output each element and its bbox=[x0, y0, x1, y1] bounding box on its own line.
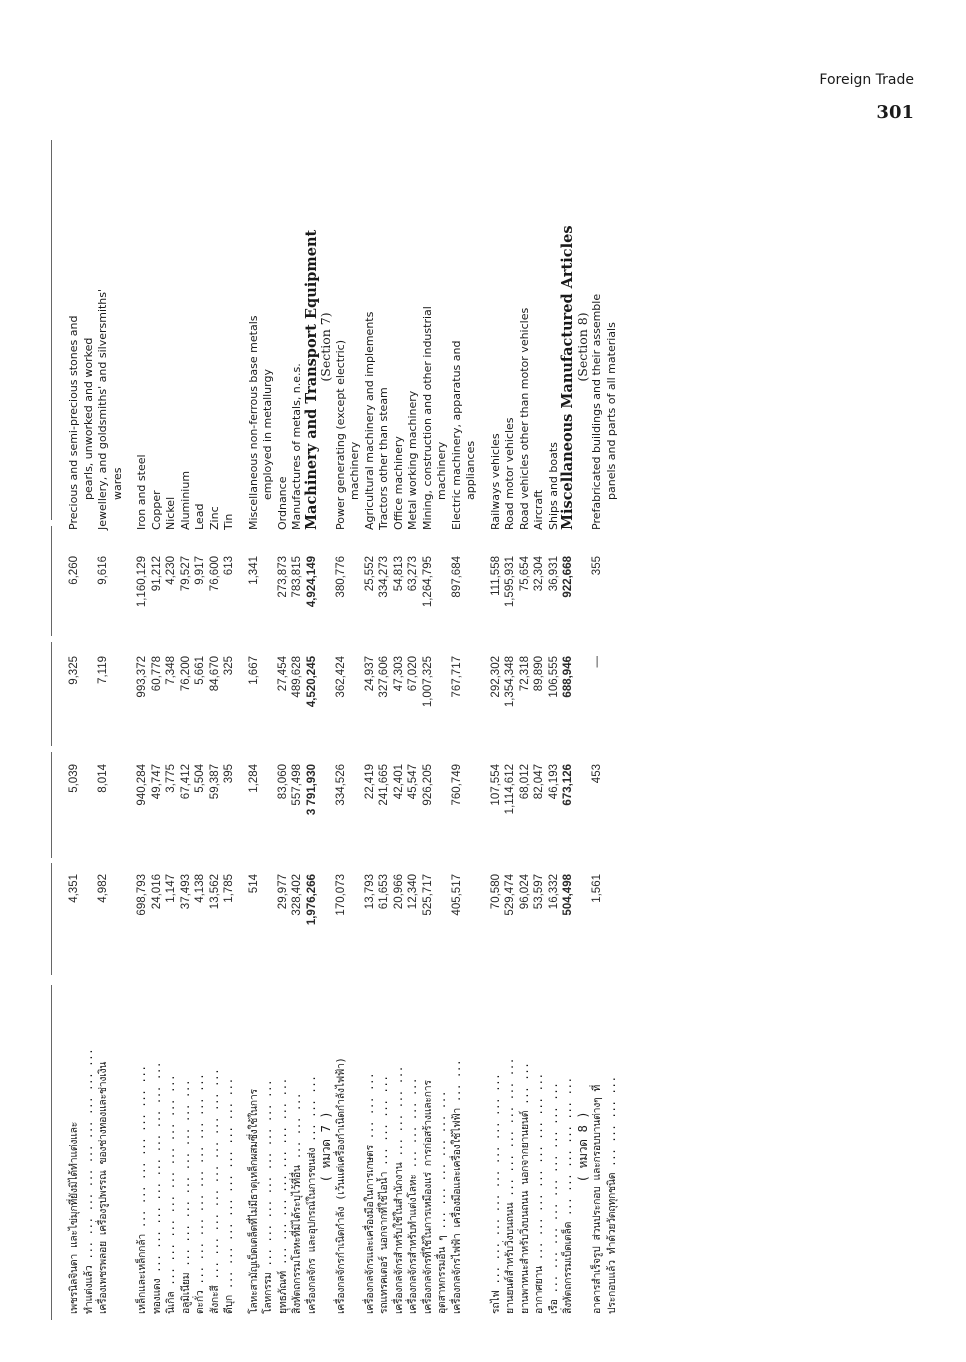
value-c2: 1,667 bbox=[247, 656, 260, 685]
thai-label-line: ยานยนต์สำหรับวิ่งบนถนน ... ... ... ... ... ... bbox=[504, 1058, 516, 1314]
thai-label-line: รถแทรคเตอร์ นอกจากที่ใช้ไอน้ำ ... ... ... ... bbox=[378, 1075, 390, 1314]
english-label bbox=[247, 164, 276, 544]
english-label bbox=[363, 164, 378, 544]
row-gap bbox=[237, 164, 247, 544]
thai-label-line: เครื่องเพชรพลอย เครื่องรูปพรรณ ของช่างทองและช่างเงิน bbox=[97, 1061, 109, 1314]
value-c3: 46,193 bbox=[547, 764, 560, 800]
english-label bbox=[67, 164, 96, 544]
row-gap bbox=[125, 752, 135, 862]
english-label-line: Iron and steel bbox=[135, 454, 148, 530]
value-c3: 49,747 bbox=[150, 764, 163, 800]
english-label-line-2: machinery bbox=[435, 441, 448, 500]
value-c4: 61,653 bbox=[378, 874, 390, 910]
thai-label bbox=[319, 980, 334, 1320]
thai-label bbox=[377, 980, 392, 1320]
value-c3: 3,775 bbox=[165, 764, 177, 793]
english-label bbox=[302, 164, 320, 544]
value-c4: 514 bbox=[247, 874, 260, 894]
thai-label-line: สิ่งหัตถกรรมเบ็ดเตล็ด ... ... ... ... ... ... bbox=[562, 1077, 574, 1314]
english-label bbox=[150, 164, 165, 544]
english-label bbox=[576, 164, 591, 544]
english-label-line-2: machinery bbox=[348, 441, 361, 500]
english-label bbox=[450, 164, 479, 544]
thai-label bbox=[222, 980, 237, 1320]
thai-label bbox=[305, 980, 320, 1320]
thai-label bbox=[363, 980, 378, 1320]
value-c1: 54,813 bbox=[392, 556, 405, 592]
english-label bbox=[135, 164, 150, 544]
value-c2: 292,302 bbox=[489, 656, 502, 698]
value-c4: 53,597 bbox=[533, 874, 545, 910]
thai-label bbox=[561, 980, 576, 1320]
thai-label-line: นิเกิล ... ... ... ... ... ... ... ... ... bbox=[165, 1074, 177, 1314]
value-c3: 59,387 bbox=[208, 764, 221, 800]
value-c4: 698,793 bbox=[136, 874, 148, 916]
thai-label bbox=[334, 980, 363, 1320]
value-c3: 83,060 bbox=[276, 764, 289, 800]
value-c1: 76,600 bbox=[208, 556, 221, 592]
thai-label-line: เหล็กและเหล็กกล้า ... ... ... ... ... ... ... bbox=[136, 1065, 148, 1314]
value-c3: 926,205 bbox=[421, 764, 434, 806]
thai-label-line: ( หมวด 7 ) bbox=[319, 1111, 333, 1183]
value-c3: 5,039 bbox=[68, 764, 80, 793]
value-c1: 25,552 bbox=[363, 556, 376, 592]
thai-label-line: โลหะสามัญเบ็ดเตล็ดที่ไม่มีธาตุเหล็กผสมซึ่งใช้ในการ bbox=[247, 1089, 260, 1314]
page-number: 301 bbox=[876, 102, 914, 123]
thai-label bbox=[450, 980, 479, 1320]
value-c3: 557,498 bbox=[291, 764, 303, 806]
value-c3: 67,412 bbox=[179, 764, 192, 800]
value-c4: 96,024 bbox=[518, 874, 531, 910]
thai-label-line: อลูมิเนียม ... ... ... ... ... ... ... ... bbox=[179, 1079, 192, 1314]
thai-label-line: เรือ ... ... ... ... ... ... ... ... ... bbox=[547, 1082, 560, 1314]
value-c1: 91,212 bbox=[150, 556, 163, 592]
value-c2: 7,348 bbox=[165, 656, 177, 685]
value-c3: 673,126 bbox=[562, 764, 574, 806]
thai-label bbox=[193, 980, 208, 1320]
value-c4: 504,498 bbox=[562, 874, 574, 916]
english-label-line: Metal working machinery bbox=[406, 390, 419, 530]
thai-label bbox=[421, 980, 450, 1320]
value-c3: 82,047 bbox=[533, 764, 545, 800]
english-label bbox=[421, 164, 450, 544]
value-c4: 4,982 bbox=[97, 874, 109, 903]
value-c2: 362,424 bbox=[334, 656, 347, 698]
english-label-line: Copper bbox=[149, 490, 163, 530]
value-c2: 325 bbox=[223, 656, 235, 676]
thai-label-line: สิ่งหัตถกรรมโลหะที่มิได้ระบุไว้ที่อื่น ... ... ... bbox=[291, 1092, 303, 1314]
thai-label-line: เครื่องกลจักรที่ใช้ในการเหมืองแร่ การก่อสร้างและการ bbox=[421, 1080, 434, 1314]
value-c2: 89,890 bbox=[533, 656, 545, 692]
thai-label-line: เครื่องกลจักร และอุปกรณ์ในการขนส่ง ... ... ... bbox=[305, 1075, 318, 1314]
value-c3: 68,012 bbox=[518, 764, 531, 800]
value-c2: 72,318 bbox=[518, 656, 531, 692]
value-c2: 688,946 bbox=[562, 656, 574, 698]
value-c1 bbox=[319, 544, 334, 644]
value-c2: 84,670 bbox=[208, 656, 221, 692]
english-label-line: Lead bbox=[193, 503, 206, 530]
thai-label-line: เครื่องกลจักรกำเนิดกำลัง (เว้นแต่เครื่องกำเนิดกำลังไฟฟ้า) bbox=[334, 1057, 347, 1314]
value-c2: — bbox=[591, 656, 603, 668]
english-label-line: Miscellaneous non-ferrous base metals bbox=[246, 315, 260, 530]
value-c4: 13,793 bbox=[363, 874, 376, 910]
value-c2: 993,372 bbox=[136, 656, 148, 698]
value-c4: 29,977 bbox=[276, 874, 289, 910]
english-label-line: (Section 7) bbox=[318, 312, 333, 382]
thai-label-line: ยานพาหนะสำหรับวิ่งบนถนน นอกจากยานยนต์ ... ... bbox=[518, 1062, 531, 1314]
value-c4: 1,785 bbox=[223, 874, 235, 903]
english-label-line-2: panels and parts of all materials bbox=[604, 322, 618, 500]
value-c4: 37,493 bbox=[179, 874, 192, 910]
thai-label-line: ทองแดง ... ... ... ... ... ... ... ... ... bbox=[150, 1061, 163, 1314]
value-c4: 13,562 bbox=[208, 874, 221, 910]
english-label bbox=[561, 164, 576, 544]
thai-label bbox=[406, 980, 421, 1320]
english-label bbox=[406, 164, 421, 544]
value-c4: 12,340 bbox=[407, 874, 419, 910]
value-c1: 9,616 bbox=[97, 556, 109, 585]
value-c1: 4,924,149 bbox=[305, 556, 318, 608]
thai-label bbox=[247, 980, 276, 1320]
value-c4: 1,976,266 bbox=[305, 874, 318, 926]
english-label-line-2: wares bbox=[110, 467, 124, 500]
thai-label bbox=[532, 980, 547, 1320]
value-c2 bbox=[576, 644, 591, 752]
english-label bbox=[222, 164, 237, 544]
english-label-line: Mining, construction and other industrial bbox=[420, 306, 434, 530]
value-c4: 525,717 bbox=[421, 874, 434, 916]
value-c1: 4,230 bbox=[165, 556, 177, 585]
row-gap bbox=[125, 644, 135, 752]
english-label bbox=[193, 164, 208, 544]
english-label-line: Railways vehicles bbox=[488, 433, 502, 530]
english-label bbox=[518, 164, 533, 544]
english-label bbox=[319, 164, 334, 544]
value-c4: 1,561 bbox=[591, 874, 603, 903]
thai-label bbox=[576, 980, 591, 1320]
english-label-line: Zinc bbox=[207, 506, 221, 530]
rotated-trade-table bbox=[45, 140, 915, 1320]
english-label bbox=[179, 164, 194, 544]
english-label-line: Ships and boats bbox=[546, 442, 560, 530]
thai-label-line: เครื่องกลจักรและเครื่องมือในการเกษตร ... ... ... bbox=[363, 1072, 376, 1314]
value-c1: 6,260 bbox=[68, 556, 80, 585]
value-c4: 4,351 bbox=[68, 874, 80, 903]
english-label bbox=[208, 164, 223, 544]
value-c2: 106,555 bbox=[547, 656, 560, 698]
value-c2: 9,325 bbox=[68, 656, 80, 685]
value-c2: 1,007,325 bbox=[421, 656, 434, 708]
english-label-line: Ordnance bbox=[275, 476, 289, 530]
value-c2: 47,303 bbox=[392, 656, 405, 692]
value-c3: 5,504 bbox=[194, 764, 206, 793]
thai-label bbox=[135, 980, 150, 1320]
thai-label bbox=[164, 980, 179, 1320]
value-c3: 940,284 bbox=[136, 764, 148, 806]
row-gap bbox=[237, 544, 247, 644]
thai-label-line-2: ทำแต่งแล้ว ... ... ... ... ... ... ... ... ... bbox=[82, 1048, 95, 1314]
value-c4: 24,016 bbox=[150, 874, 163, 910]
thai-label-line: รถไฟ ... ... ... ... ... ... ... ... ... bbox=[489, 1073, 502, 1314]
thai-label bbox=[290, 980, 305, 1320]
english-label-line: Jewellery, and goldsmiths' and silversmiths' bbox=[96, 288, 109, 530]
thai-label bbox=[96, 980, 125, 1320]
english-label-line: Machinery and Transport Equipment bbox=[302, 229, 320, 530]
thai-label bbox=[547, 980, 562, 1320]
english-label-line: Precious and semi-precious stones and bbox=[67, 315, 80, 530]
value-c1: 79,527 bbox=[179, 556, 192, 592]
row-gap bbox=[237, 980, 247, 1320]
english-label-line: Nickel bbox=[164, 496, 177, 530]
english-label-line: Agricultural machinery and implements bbox=[362, 311, 376, 530]
value-c4: 1,147 bbox=[165, 874, 177, 903]
value-c2: 767,717 bbox=[450, 656, 463, 698]
value-c4: 328,402 bbox=[291, 874, 303, 916]
value-c2: 27,454 bbox=[276, 656, 289, 692]
english-label bbox=[96, 164, 125, 544]
english-label-line: Aluminium bbox=[178, 470, 192, 530]
value-c2: 24,937 bbox=[363, 656, 376, 692]
row-gap bbox=[125, 980, 135, 1320]
english-label bbox=[489, 164, 504, 544]
value-c4: 20,966 bbox=[392, 874, 405, 910]
thai-label bbox=[67, 980, 96, 1320]
value-c3: 1,284 bbox=[247, 764, 260, 793]
english-label-line: Miscellaneous Manufactured Articles bbox=[559, 225, 576, 530]
value-c3: 760,749 bbox=[450, 764, 463, 806]
thai-label bbox=[590, 980, 619, 1320]
value-c3: 453 bbox=[591, 764, 603, 784]
value-c3: 22,419 bbox=[363, 764, 376, 800]
row-gap bbox=[479, 752, 489, 862]
thai-label-line: เครื่องกลจักรสำหรับใช้ในสำนักงาน ... ... ... ... bbox=[392, 1066, 405, 1314]
english-label-line: Aircraft bbox=[532, 489, 545, 530]
english-label-line-2: employed in metallurgy bbox=[261, 369, 274, 500]
english-label bbox=[276, 164, 291, 544]
thai-label-line: ยุทธภัณฑ์ ... ... ... ... ... ... ... ... bbox=[276, 1078, 289, 1314]
english-label-line-2: appliances bbox=[464, 440, 477, 500]
trade-table bbox=[67, 140, 619, 1320]
row-gap bbox=[479, 644, 489, 752]
value-c3: 241,665 bbox=[378, 764, 390, 806]
value-c4: 4,138 bbox=[194, 874, 206, 903]
row-gap bbox=[479, 544, 489, 644]
row-gap bbox=[125, 862, 135, 980]
thai-label bbox=[518, 980, 533, 1320]
value-c1: 63,273 bbox=[407, 556, 419, 592]
english-label-line: Road vehicles other than motor vehicles bbox=[517, 307, 531, 530]
value-c3: 8,014 bbox=[97, 764, 109, 793]
value-c1: 783,815 bbox=[291, 556, 303, 598]
value-c2: 327,606 bbox=[378, 656, 390, 698]
value-c4 bbox=[319, 862, 334, 980]
thai-label-line: เพชรนิลจินดา และไข่มุกที่ยังมิได้ทำแต่งและ bbox=[68, 1121, 80, 1314]
value-c1: 380,776 bbox=[334, 556, 347, 598]
english-label bbox=[503, 164, 518, 544]
thai-label-line: ตะกั่ว ... ... ... ... ... ... ... ... ... bbox=[194, 1073, 206, 1314]
value-c2: 60,778 bbox=[150, 656, 163, 692]
english-label bbox=[532, 164, 547, 544]
thai-label-line: ดีบุก ... ... ... ... ... ... ... ... ... bbox=[223, 1078, 235, 1314]
value-c2: 1,354,348 bbox=[504, 656, 516, 708]
thai-label bbox=[392, 980, 407, 1320]
value-c1: 273,873 bbox=[276, 556, 289, 598]
thai-label bbox=[208, 980, 223, 1320]
english-label-line: Tractors other than steam bbox=[377, 387, 390, 530]
thai-label-line: สังกะสี ... ... ... ... ... ... ... ... ... bbox=[208, 1068, 221, 1314]
row-gap bbox=[237, 644, 247, 752]
thai-label bbox=[503, 980, 518, 1320]
value-c3: 3 791,930 bbox=[305, 764, 318, 816]
value-c1: 32,304 bbox=[533, 556, 545, 592]
thai-label bbox=[150, 980, 165, 1320]
value-c1: 1,341 bbox=[247, 556, 260, 585]
english-label bbox=[392, 164, 407, 544]
value-c1: 111,558 bbox=[489, 556, 502, 596]
value-c3: 395 bbox=[223, 764, 235, 784]
thai-label-line: อากาศยาน ... ... ... ... ... ... ... ... bbox=[533, 1073, 545, 1314]
value-c3 bbox=[319, 752, 334, 862]
english-label bbox=[590, 164, 619, 544]
value-c3 bbox=[576, 752, 591, 862]
value-c3: 334,526 bbox=[334, 764, 347, 806]
row-gap bbox=[479, 164, 489, 544]
value-c3: 1,114,612 bbox=[504, 764, 516, 815]
thai-label-line-2: โลหกรรม ... ... ... ... ... ... ... ... bbox=[262, 1079, 274, 1314]
thai-label-line: อาคารสำเร็จรูป ส่วนประกอบ และกรอบบานต่างๆ ที่ bbox=[591, 1084, 603, 1314]
value-c1 bbox=[576, 544, 591, 644]
value-c1: 36,931 bbox=[547, 556, 560, 592]
value-c2: 5,661 bbox=[194, 656, 206, 685]
row-gap bbox=[479, 980, 489, 1320]
value-c4: 70,580 bbox=[489, 874, 502, 910]
thai-label-line: ( หมวด 8 ) bbox=[575, 1111, 590, 1183]
value-c2: 4,520,245 bbox=[305, 656, 318, 708]
english-label-line: Tin bbox=[222, 513, 235, 530]
row-gap bbox=[237, 752, 247, 862]
value-c4 bbox=[576, 862, 591, 980]
english-label-line: Manufactures of metals, n.e.s. bbox=[290, 363, 303, 530]
row-gap bbox=[125, 544, 135, 644]
english-label-line: Electric machinery, apparatus and bbox=[449, 340, 463, 530]
value-c3: 45,547 bbox=[407, 764, 419, 800]
thai-label bbox=[489, 980, 504, 1320]
row-gap bbox=[237, 862, 247, 980]
english-label-line: Power generating (except electric) bbox=[333, 340, 347, 530]
thai-label-line-2: ประกอบแล้ว ทำด้วยวัตถุทุกชนิด ... ... ... ... bbox=[605, 1076, 618, 1314]
value-c1: 922,668 bbox=[562, 556, 574, 598]
value-c3: 42,401 bbox=[392, 764, 405, 800]
value-c1: 1,160,129 bbox=[136, 556, 148, 608]
english-label bbox=[377, 164, 392, 544]
thai-label-line-2: อุตสาหกรรมอื่น ๆ ... ... ... ... ... ... bbox=[436, 1091, 448, 1314]
value-c1: 9,917 bbox=[194, 556, 206, 585]
english-label bbox=[164, 164, 179, 544]
value-c1: 75,654 bbox=[518, 556, 531, 592]
thai-label-line: เครื่องกลจักรไฟฟ้า เครื่องมือและเครื่องใช้ไฟฟ้า ... ... bbox=[450, 1059, 463, 1314]
english-label-line: Office machinery bbox=[391, 436, 405, 530]
value-c1: 897,684 bbox=[450, 556, 463, 598]
english-label-line: (Section 8) bbox=[574, 312, 590, 382]
running-head: Foreign Trade bbox=[819, 72, 914, 88]
value-c2: 7,119 bbox=[97, 656, 109, 684]
value-c3: 107,554 bbox=[489, 764, 502, 806]
english-label-line: Road motor vehicles bbox=[503, 417, 516, 530]
value-c1: 1,264,795 bbox=[421, 556, 434, 608]
value-c4: 16,332 bbox=[547, 874, 560, 910]
value-c1: 334,273 bbox=[378, 556, 390, 598]
english-label bbox=[334, 164, 363, 544]
value-c2 bbox=[319, 644, 334, 752]
value-c1: 355 bbox=[591, 556, 603, 576]
value-c1: 613 bbox=[223, 556, 235, 576]
value-c2: 67,020 bbox=[407, 656, 419, 692]
thai-label bbox=[276, 980, 291, 1320]
row-gap bbox=[479, 862, 489, 980]
row-gap bbox=[125, 164, 135, 544]
value-c4: 170,073 bbox=[334, 874, 347, 916]
value-c4: 405,517 bbox=[450, 874, 463, 916]
thai-label-line: เครื่องกลจักรสำหรับทำแต่งโลหะ ... ... ... ... bbox=[407, 1077, 419, 1314]
value-c1: 1,595,931 bbox=[504, 556, 516, 608]
value-c2: 76,200 bbox=[179, 656, 192, 692]
value-c4: 529,474 bbox=[504, 874, 516, 916]
english-label-line-2: pearls, unworked and worked bbox=[81, 337, 95, 500]
value-c2: 489,628 bbox=[291, 656, 303, 698]
thai-label bbox=[179, 980, 194, 1320]
english-label-line: Prefabricated buildings and their assemble bbox=[590, 293, 603, 530]
